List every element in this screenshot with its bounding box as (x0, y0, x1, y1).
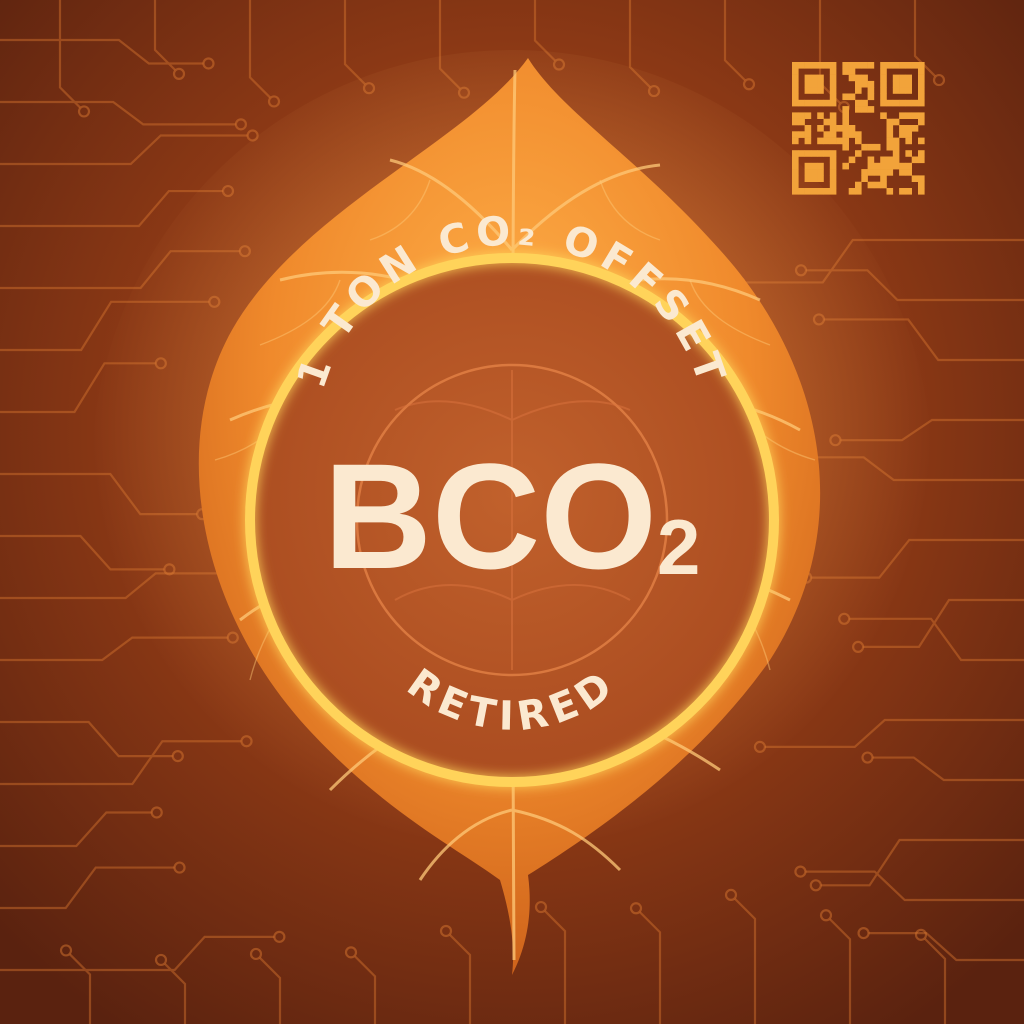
qr-module (830, 163, 837, 170)
qr-module (905, 150, 912, 157)
qr-module (912, 112, 919, 119)
qr-module (842, 163, 849, 170)
qr-module (880, 112, 887, 119)
qr-module (842, 68, 849, 75)
qr-module (798, 150, 805, 157)
qr-module (805, 81, 812, 88)
qr-module (905, 163, 912, 170)
qr-module (824, 188, 831, 195)
qr-module (880, 163, 887, 170)
qr-module (893, 163, 900, 170)
qr-module (887, 157, 894, 164)
qr-module (830, 68, 837, 75)
qr-module (817, 81, 824, 88)
qr-module (899, 81, 906, 88)
qr-module (811, 75, 818, 82)
qr-module (861, 62, 868, 69)
qr-module (880, 94, 887, 101)
qr-module (855, 138, 862, 145)
qr-module (849, 131, 856, 138)
qr-module (811, 100, 818, 107)
qr-module (899, 62, 906, 69)
qr-module (842, 62, 849, 69)
qr-module (899, 163, 906, 170)
qr-module (824, 131, 831, 138)
qr-module (817, 169, 824, 176)
qr-module (899, 87, 906, 94)
qr-module (855, 87, 862, 94)
qr-module (817, 87, 824, 94)
qr-module (861, 81, 868, 88)
qr-module (893, 75, 900, 82)
qr-module (817, 62, 824, 69)
qr-module (811, 62, 818, 69)
qr-module (805, 175, 812, 182)
qr-module (905, 62, 912, 69)
qr-module (805, 75, 812, 82)
qr-module (842, 112, 849, 119)
qr-module (880, 157, 887, 164)
qr-module (918, 94, 925, 101)
qr-module (792, 138, 799, 145)
qr-module (842, 94, 849, 101)
qr-module (918, 182, 925, 189)
qr-module (918, 157, 925, 164)
qr-module (918, 112, 925, 119)
qr-module (792, 68, 799, 75)
qr-module (887, 100, 894, 107)
qr-module (899, 169, 906, 176)
qr-module (918, 100, 925, 107)
qr-module (861, 100, 868, 107)
qr-module (792, 188, 799, 195)
qr-module (792, 75, 799, 82)
qr-module (880, 182, 887, 189)
qr-module (849, 75, 856, 82)
qr-module (842, 131, 849, 138)
qr-module (805, 62, 812, 69)
qr-module (805, 125, 812, 132)
qr-module (817, 100, 824, 107)
qr-module (824, 150, 831, 157)
qr-module (805, 100, 812, 107)
qr-module (880, 75, 887, 82)
qr-module (874, 169, 881, 176)
qr-module (918, 87, 925, 94)
qr-module (792, 163, 799, 170)
qr-module (811, 169, 818, 176)
qr-module (805, 169, 812, 176)
qr-module (792, 100, 799, 107)
qr-module (905, 125, 912, 132)
qr-module (805, 150, 812, 157)
qr-module (887, 62, 894, 69)
badge-bottom-text: RETIRED (398, 660, 626, 741)
qr-module (918, 119, 925, 126)
qr-module (855, 106, 862, 113)
qr-module (817, 75, 824, 82)
qr-module (868, 94, 875, 101)
qr-module (893, 150, 900, 157)
qr-module (830, 131, 837, 138)
qr-module (874, 144, 881, 151)
qr-module (855, 100, 862, 107)
qr-module (817, 150, 824, 157)
qr-module (824, 138, 831, 145)
qr-module (817, 175, 824, 182)
qr-module (842, 106, 849, 113)
qr-module (830, 87, 837, 94)
qr-module (811, 81, 818, 88)
qr-module (805, 163, 812, 170)
qr-module (792, 157, 799, 164)
qr-module (805, 131, 812, 138)
qr-module (861, 144, 868, 151)
qr-module (805, 138, 812, 145)
qr-module (874, 182, 881, 189)
qr-module (918, 81, 925, 88)
qr-module (811, 87, 818, 94)
qr-module (830, 81, 837, 88)
qr-module (880, 68, 887, 75)
qr-module (830, 169, 837, 176)
qr-module (912, 175, 919, 182)
qr-module (893, 119, 900, 126)
qr-module (830, 157, 837, 164)
qr-module (899, 131, 906, 138)
qr-module (836, 138, 843, 145)
qr-module (805, 87, 812, 94)
qr-module (868, 106, 875, 113)
qr-module (836, 125, 843, 132)
qr-module (817, 163, 824, 170)
qr-module (849, 94, 856, 101)
qr-module (830, 125, 837, 132)
qr-module (830, 62, 837, 69)
qr-module (855, 182, 862, 189)
qr-module (855, 131, 862, 138)
qr-module (811, 188, 818, 195)
qr-module (868, 144, 875, 151)
qr-module (792, 112, 799, 119)
qr-module (830, 175, 837, 182)
qr-module (830, 112, 837, 119)
qr-module (830, 150, 837, 157)
qr-module (868, 62, 875, 69)
qr-module (905, 81, 912, 88)
qr-module (880, 62, 887, 69)
qr-module (899, 100, 906, 107)
qr-module (893, 62, 900, 69)
qr-module (912, 100, 919, 107)
qr-module (918, 75, 925, 82)
qr-module (918, 62, 925, 69)
qr-module (855, 188, 862, 195)
qr-module (798, 119, 805, 126)
qr-module (918, 68, 925, 75)
qr-module (855, 150, 862, 157)
qr-module (905, 75, 912, 82)
qr-module (887, 138, 894, 145)
qr-module (792, 150, 799, 157)
qr-module (830, 182, 837, 189)
qr-module (855, 62, 862, 69)
qr-module (893, 87, 900, 94)
qr-module (849, 62, 856, 69)
qr-module (842, 138, 849, 145)
qr-module (792, 119, 799, 126)
qr-module (861, 75, 868, 82)
qr-module (849, 68, 856, 75)
qr-module (792, 169, 799, 176)
qr-module (798, 131, 805, 138)
qr-module (880, 87, 887, 94)
qr-module (842, 125, 849, 132)
qr-module (792, 87, 799, 94)
qr-module (868, 87, 875, 94)
qr-module (830, 119, 837, 126)
qr-module (887, 125, 894, 132)
qr-module (849, 188, 856, 195)
qr-module (861, 169, 868, 176)
qr-module (868, 182, 875, 189)
qr-module (893, 81, 900, 88)
qr-module (798, 112, 805, 119)
qr-module (918, 150, 925, 157)
qr-module (842, 119, 849, 126)
qr-module (817, 125, 824, 132)
qr-module (905, 188, 912, 195)
qr-module (918, 188, 925, 195)
qr-module (905, 87, 912, 94)
qr-module (842, 144, 849, 151)
qr-module (830, 188, 837, 195)
qr-module (792, 175, 799, 182)
qr-module (868, 81, 875, 88)
qr-module (874, 163, 881, 170)
qr-module (912, 62, 919, 69)
qr-module (905, 100, 912, 107)
qr-module (792, 81, 799, 88)
qr-module (792, 131, 799, 138)
qr-module (811, 175, 818, 182)
qr-module (861, 106, 868, 113)
qr-module (824, 100, 831, 107)
qr-module (899, 112, 906, 119)
qr-module (824, 119, 831, 126)
qr-module (905, 131, 912, 138)
qr-module (830, 94, 837, 101)
qr-module (830, 75, 837, 82)
qr-module (893, 138, 900, 145)
qr-module (855, 75, 862, 82)
qr-module (918, 138, 925, 145)
qr-module (893, 144, 900, 151)
qr-module (817, 188, 824, 195)
qr-module (887, 163, 894, 170)
qr-module (887, 119, 894, 126)
qr-module (905, 112, 912, 119)
qr-module (918, 175, 925, 182)
qr-module (811, 163, 818, 170)
qr-module (905, 138, 912, 145)
qr-module (830, 138, 837, 145)
qr-module (811, 150, 818, 157)
qr-module (887, 169, 894, 176)
qr-module (899, 75, 906, 82)
qr-module (792, 182, 799, 189)
qr-module (912, 157, 919, 164)
qr-module (805, 188, 812, 195)
qr-module (798, 100, 805, 107)
qr-module (893, 100, 900, 107)
badge-top-text: 1 TON CO₂ OFFSET (288, 207, 736, 394)
qr-module (880, 169, 887, 176)
qr-module (792, 94, 799, 101)
qr-module (880, 175, 887, 182)
qr-module (849, 157, 856, 164)
qr-module (792, 62, 799, 69)
qr-module (798, 62, 805, 69)
qr-module (912, 125, 919, 132)
qr-module (817, 112, 824, 119)
qr-module (880, 100, 887, 107)
qr-module (868, 163, 875, 170)
qr-module (861, 175, 868, 182)
qr-module (830, 100, 837, 107)
qr-module (905, 169, 912, 176)
qr-module (887, 131, 894, 138)
qr-module (824, 62, 831, 69)
qr-module (868, 157, 875, 164)
qr-module (868, 169, 875, 176)
qr-module (880, 81, 887, 88)
badge-main-text: BCO2 (323, 432, 701, 600)
qr-module (887, 188, 894, 195)
qr-module (855, 81, 862, 88)
qr-module (899, 125, 906, 132)
qr-module (817, 138, 824, 145)
qr-module (899, 188, 906, 195)
qr-module (887, 144, 894, 151)
qr-module (893, 157, 900, 164)
qr-module (805, 112, 812, 119)
qr-module (798, 188, 805, 195)
qr-module (849, 125, 856, 132)
